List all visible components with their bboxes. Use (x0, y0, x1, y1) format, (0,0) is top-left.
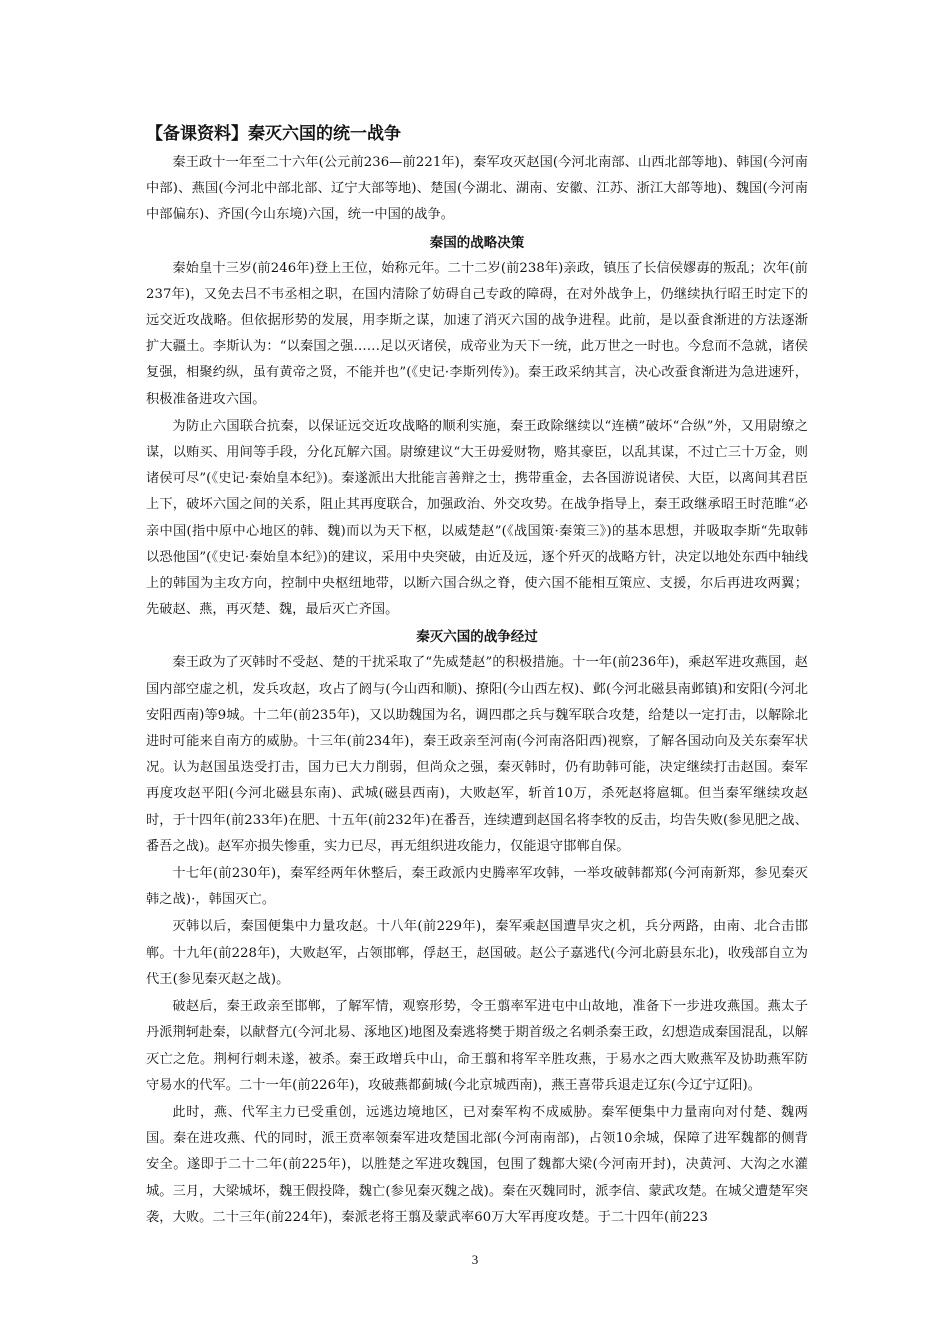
document-title: 【备课资料】秦灭六国的统一战争 (146, 124, 401, 144)
paragraph: 灭韩以后，秦国便集中力量攻赵。十八年(前229年)，秦军乘赵国遭旱灾之机，兵分两路，由南、北合击邯郸。十九年(前228年)，大败赵军，占领邯郸，俘赵王，赵国破。赵公子嘉逃代(今河北蔚县东北)，收残部自立为代王(参见秦灭赵之战)。 (146, 919, 808, 987)
paragraph: 破赵后，秦王政亲至邯郸，了解军情，观察形势，令王翦率军进屯中山故地，准备下一步进攻燕国。燕太子丹派荆轲赴秦，以献督亢(今河北易、涿地区)地图及秦逃将樊于期首级之名刺杀秦王政，幻想造成秦国混乱，以解灭亡之危。荆柯行刺未遂，被杀。秦王政增兵中山，命王翦和将军辛胜攻燕，于易水之西大败燕军及协助燕军防守易水的代军。二十一年(前226年)，攻破燕都蓟城(今北京城西南)，燕王喜带兵退走辽东(今辽宁辽阳)。 (146, 999, 808, 1093)
paragraph: 此时，燕、代军主力已受重创，远逃边境地区，已对秦军构不成威胁。秦军便集中力量南向对付楚、魏两国。秦在进攻燕、代的同时，派王贲率领秦军进攻楚国北部(今河南南部)，占领10余城，保障了进军魏都的侧背安全。遂即于二十二年(前225年)，以胜楚之军进攻魏国，包围了魏都大梁(今河南开封)，决黄河、大沟之水灌城。三月，大梁城坏，魏王假投降，魏亡(参见秦灭魏之战)。秦在灭魏同时，派李信、蒙武攻楚。在城父遭楚军突袭，大败。二十三年(前224年)，秦派老将王翦及蒙武率60万大军再度攻楚。于二十四年(前223 (146, 1104, 808, 1225)
section-heading-war-course: 秦灭六国的战争经过 (416, 629, 538, 646)
section-heading-strategy: 秦国的战略决策 (429, 234, 525, 251)
document-page (146, 122, 808, 1232)
paragraph: 秦王政为了灭韩时不受赵、楚的干扰采取了“先威楚赵”的积极措施。十一年(前236年)，乘赵军进攻燕国，赵国内部空虚之机，发兵攻赵，攻占了阏与(今山西和顺)、撩阳(今山西左权)、邺(今河北磁县南邺镇)和安阳(今河北安阳西南)等9城。十二年(前235年)，又以助魏国为名，调四郡之兵与魏军联合攻楚，给楚以一定打击，以解除北进时可能来自南方的威胁。十三年(前234年)，秦王政亲至河南(今河南洛阳西)视察，了解各国动向及关东秦军状况。认为赵国虽迭受打击，国力已大力削弱，但尚众之强，秦灭韩时，仍有助韩可能，决定继续打击赵国。秦军再度攻赵平阳(今河北磁县东南)、武城(磁县西南)，大败赵军，斩首10万，杀死赵将扈辄。但当秦军继续攻赵时，于十四年(前233年)在肥、十五年(前232年)在番吾，连续遭到赵国名将李牧的反击，均告失败(参见肥之战、番吾之战)。赵军亦损失惨重，实力已尽，再无组织进攻能力，仅能退守邯郸自保。 (146, 655, 808, 854)
page-number: 3 (471, 1252, 479, 1267)
intro-paragraph: 秦王政十一年至二十六年(公元前236—前221年)，秦军攻灭赵国(今河北南部、山西北部等地)、韩国(今河南中部)、燕国(今河北中部北部、辽宁大部等地)、楚国(今湖北、湖南、安徽、江苏、浙江大部等地)、魏国(今河南中部偏东)、齐国(今山东境)六国，统一中国的战争。 (146, 155, 808, 223)
paragraph: 十七年(前230年)，秦军经两年休整后，秦王政派内史腾率军攻韩，一举攻破韩都郑(今河南新郑，参见秦灭韩之战)·，韩国灭亡。 (146, 866, 808, 908)
paragraph: 为防止六国联合抗秦，以保证远交近攻战略的顺利实施，秦王政除继续以“连横”破坏“合纵”外，又用尉缭之谋，以贿买、用间等手段，分化瓦解六国。尉缭建议“大王毋爱财物，赂其豪臣，以乱其谋，不过亡三十万金，则诸侯可尽”(《史记·秦始皇本纪》)。秦遂派出大批能言善辩之士，携带重金，去各国游说诸侯、大臣，以离间其君臣上下，破坏六国之间的关系，阻止其再度联合，加强政治、外交攻势。在战争指导上，秦王政继承昭王时范睢“必亲中国(指中原中心地区的韩、魏)而以为天下枢，以威楚赵”(《战国策·秦策三》)的基本思想，并吸取李斯“先取韩以恐他国”(《史记·秦始皇本纪》)的建议，采用中央突破，由近及远，逐个歼灭的战略方针，决定以地处东西中轴线上的韩国为主攻方向，控制中央枢纽地带，以断六国合纵之脊，使六国不能相互策应、支援，尔后再进攻两翼；先破赵、燕，再灭楚、魏，最后灭亡齐国。 (146, 418, 808, 618)
paragraph: 秦始皇十三岁(前246年)登上王位，始称元年。二十二岁(前238年)亲政，镇压了长信侯嫪毐的叛乱；次年(前237年)，又免去吕不韦丞相之职，在国内清除了妨碍自己专政的障碍，在对外战争上，仍继续执行昭王时定下的远交近攻战略。但依据形势的发展，用李斯之谋，加速了消灭六国的战争进程。此前，是以蚕食渐进的方法逐渐扩大疆土。李斯认为：“以秦国之强……足以灭诸侯，成帝业为天下一统，此万世之一时也。今怠而不急就，诸侯复强，相聚约纵，虽有黄帝之贤，不能并也”(《史记·李斯列传》)。秦王政采纳其言，决心改蚕食渐进为急进速歼，积极准备进攻六国。 (146, 260, 808, 407)
